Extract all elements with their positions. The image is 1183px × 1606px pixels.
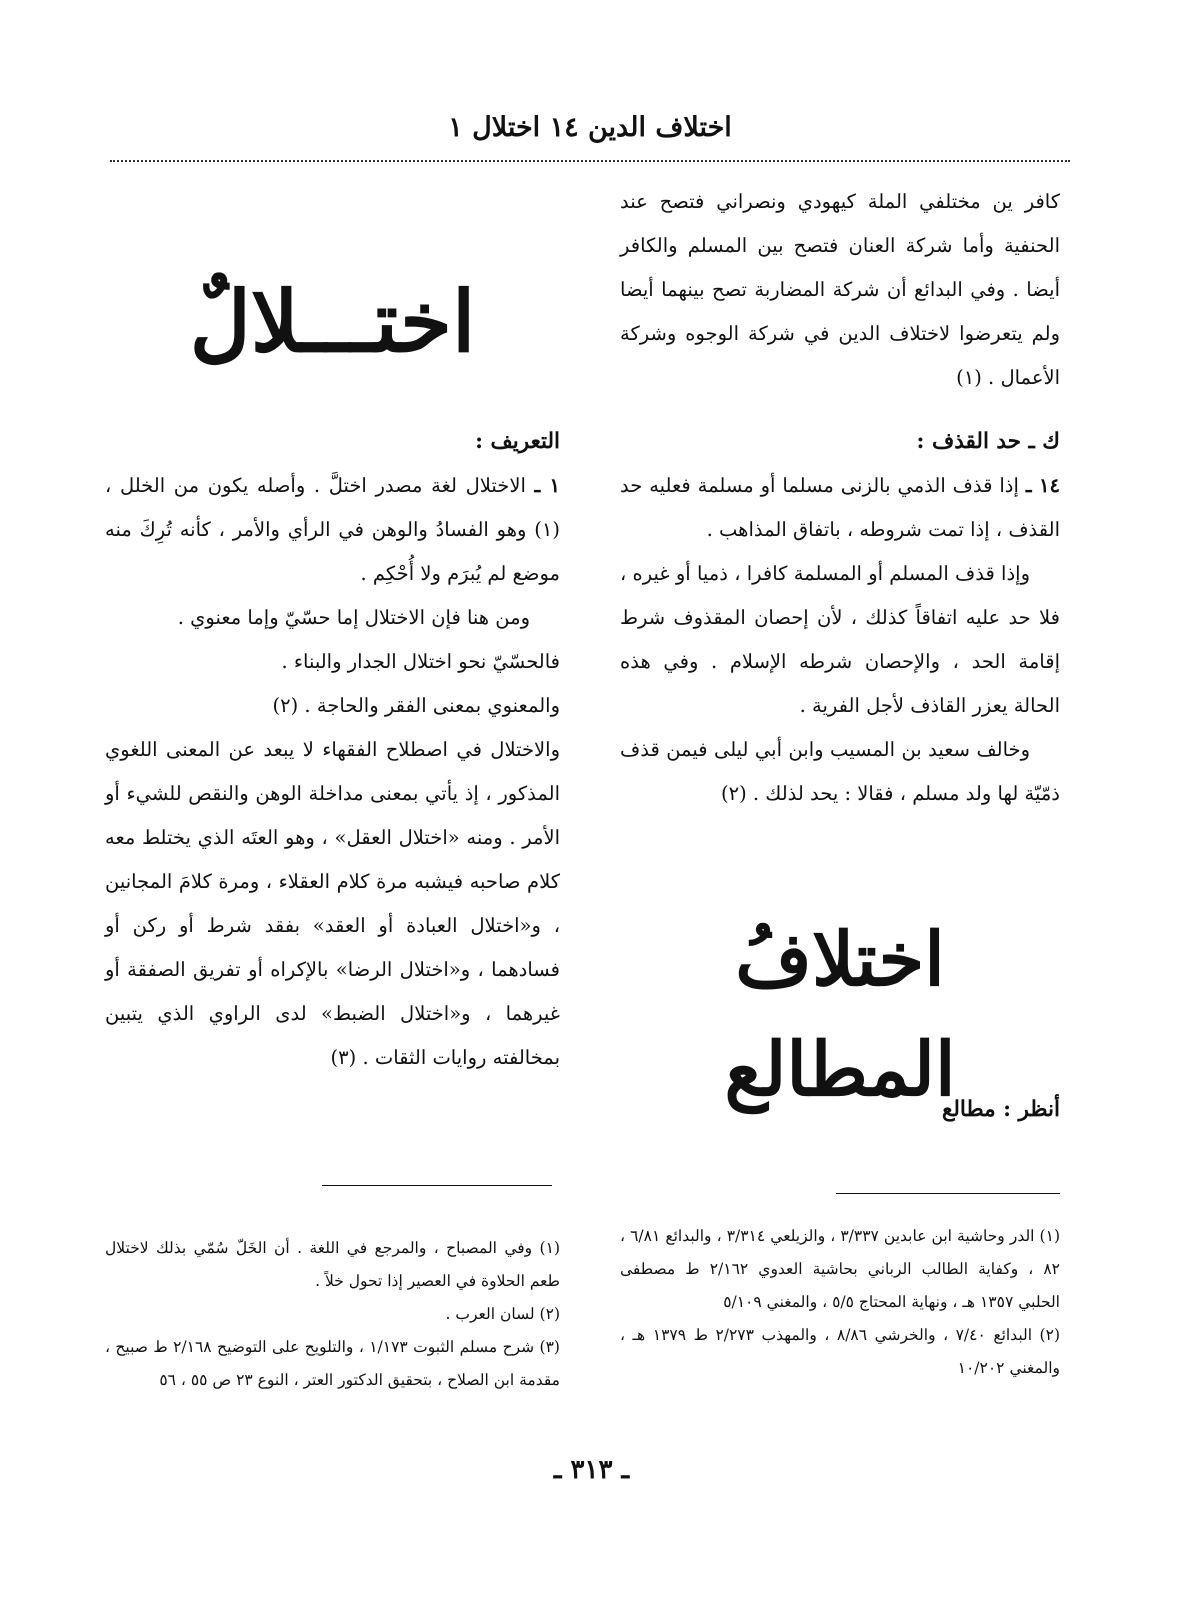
paragraph-number: ١٤ ـ (1025, 474, 1060, 497)
footnotes-left (105, 1232, 560, 1397)
footnotes-right (620, 1220, 1060, 1385)
footnote-item: (٣) شرح مسلم الثبوت ١/١٧٣ ، والتلويح على التوضيح ٢/١٦٨ ط صبيح ، مقدمة ابن الصلاح ، بتحقيق الدكتور العتر ، النوع ٢٣ ص ٥٥ ، ٥٦ (105, 1338, 560, 1389)
footnote-item: (١) الدر وحاشية ابن عابدين ٣/٣٣٧ ، والزيلعي ٣/٣١٤ ، والبدائع ٦/٨١ ، ٨٢ ، وكفاية الطالب الرباني بحاشية العدوي ٢/١٦٢ ط مصطفى الحلبي ١٣٥٧ هـ ، ونهاية المحتاج ٥/٥ ، والمغني ٥/١٠٩ (620, 1227, 1060, 1311)
definition-heading: التعريف : (475, 429, 560, 454)
footnote-item: (٢) البدائع ٧/٤٠ ، والخرشي ٨/٨٦ ، والمهذب ٢/٢٧٣ ط ١٣٧٩ هـ ، والمغني ١٠/٢٠٢ (620, 1326, 1060, 1377)
right-column-intro (620, 180, 1060, 400)
running-header: اختلاف الدين ١٤ اختلال ١ (448, 112, 732, 143)
page-number: ـ ٣١٣ ـ (553, 1455, 630, 1485)
see-also-block (620, 1088, 1060, 1132)
paragraph-number: ١ ـ (534, 474, 560, 497)
paragraph-2: ومن هنا فإن الاختلال إما حسّيّ وإما معنوي . (177, 606, 530, 629)
left-column-body (105, 420, 560, 1080)
paragraph-5: والاختلال في اصطلاح الفقهاء لا يبعد عن المعنى اللغوي المذكور ، إذ يأتي بمعنى مداخلة الوهن والنقص للشيء أو الأمر . ومنه «اختلال العقل» ، وهو العتَه الذي يختلط معه كلام صاحبه فيشبه مرة كلام العقلاء ، ومرة كلامَ المجانين ، و«اختلال العبادة أو العقد» بفقد شرط أو ركن أو فسادهما ، و«اختلال الرضا» بالإكراه أو تفريق الصفقة أو غيرهما ، و«اختلال الضبط» لدى الراوي الذي يتبين بمخالفته روايات الثقات . (٣) (105, 738, 560, 1069)
paragraph-15: وإذا قذف المسلم أو المسلمة كافرا ، ذميا أو غيره ، فلا حد عليه اتفاقاً كذلك ، لأن إحصان المقذوف شرط إقامة الحد ، والإحصان شرطه الإسلام . وفي هذه الحالة يعزر القاذف لأجل الفرية . (620, 562, 1060, 717)
paragraph-3: فالحسّيّ نحو اختلال الجدار والبناء . (281, 650, 560, 673)
intro-paragraph: كافر ين مختلفي الملة كيهودي ونصراني فتصح عند الحنفية وأما شركة العنان فتصح بين المسلم والكافر أيضا . وفي البدائع أن شركة المضاربة تصح بينهما أيضا ولم يتعرضوا لاختلاف الدين في شركة الوجوه وشركة الأعمال . (١) (620, 190, 1060, 389)
paragraph-1 (105, 464, 560, 596)
section-heading: ك ـ حد القذف : (916, 429, 1060, 454)
footnote-item: (٢) لسان العرب . (445, 1305, 560, 1323)
footnote-divider-left (322, 1185, 552, 1186)
entry-title-ikhtilal: اختـــلالٌ (189, 272, 476, 371)
paragraph-1-text: الاختلال لغة مصدر اختلَّ . وأصله يكون من الخلل ، (١) وهو الفسادُ والوهن في الرأي والأمر ، كأنه تُرِكَ منه موضع لم يُبرَم ولا أُحْكِم . (105, 474, 560, 585)
entry-title-ikhtilaf-al-matali: اختلافُ المطالع (724, 917, 956, 1113)
header-divider (110, 160, 1070, 162)
paragraph-16: وخالف سعيد بن المسيب وابن أبي ليلى فيمن قذف ذمّيّة لها ولد مسلم ، فقالا : يحد لذلك . (٢) (620, 738, 1060, 805)
right-column-section (620, 420, 1060, 816)
paragraph-4: والمعنوي بمعنى الفقر والحاجة . (٢) (272, 694, 560, 717)
footnote-item: (١) وفي المصباح ، والمرجع في اللغة . أن الخَلّ سُمّي بذلك لاختلال طعم الحلاوة في العصير إذا تحول خلاً . (105, 1239, 560, 1290)
paragraph-14 (620, 464, 1060, 552)
see-also-reference: أنظر : مطالع (941, 1097, 1060, 1122)
footnote-divider-right (836, 1193, 1060, 1194)
paragraph-14-text: إذا قذف الذمي بالزنى مسلما أو مسلمة فعليه حد القذف ، إذا تمت شروطه ، باتفاق المذاهب . (620, 474, 1060, 541)
